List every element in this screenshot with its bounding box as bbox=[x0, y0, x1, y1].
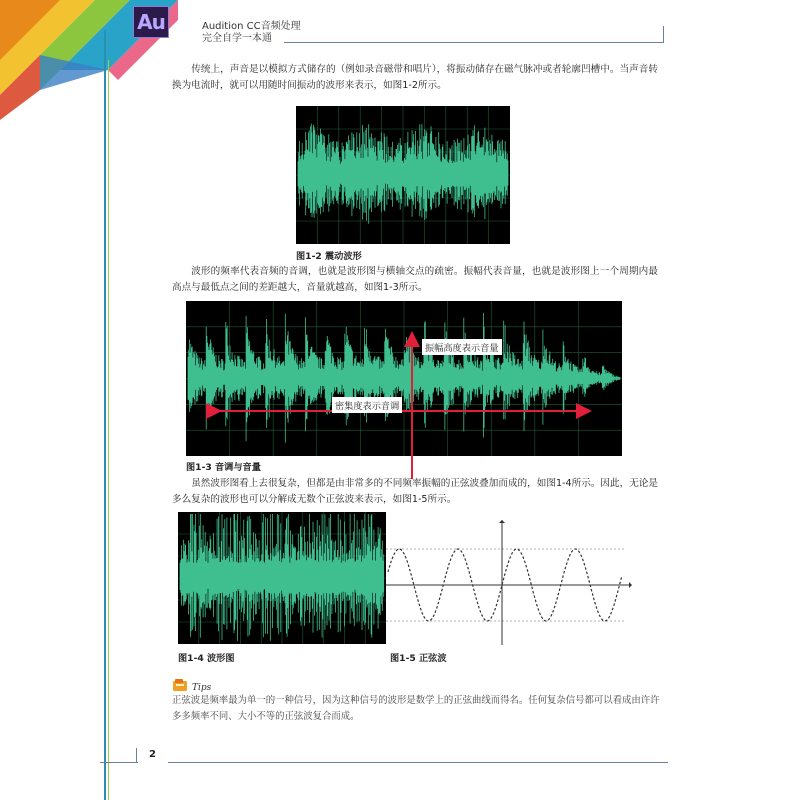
header-rule-cap bbox=[663, 26, 664, 42]
paragraph-frequency: 波形的频率代表音频的音调，也就是波形图与横轴交点的疏密。振幅代表音量，也就是波形图上一个周期内最高点与最低点之间的差距越大，音量就越高，如图1-3所示。 bbox=[172, 266, 658, 293]
au-logo: Au bbox=[133, 6, 169, 38]
footer-rule-right bbox=[168, 762, 668, 763]
tips-icon bbox=[172, 678, 188, 692]
header-rule bbox=[284, 42, 664, 43]
frequency-label: 密集度表示音调 bbox=[332, 397, 402, 413]
page-number: 2 bbox=[149, 749, 156, 760]
complex-waveform-figure bbox=[178, 512, 386, 644]
corner-decoration bbox=[0, 0, 200, 120]
paragraph-intro: 传统上，声音是以模拟方式储存的（例如录音磁带和唱片），将振动储存在磁气脉冲或者轮廓凹槽中。当声音转换为电流时，就可以用随时间振动的波形来表示，如图1-2所示。 bbox=[172, 64, 658, 91]
amplitude-label: 振幅高度表示音量 bbox=[422, 339, 502, 355]
paragraph-sine-composition: 虽然波形图看上去很复杂，但都是由非常多的不同频率振幅的正弦波叠加而成的，如图1-4所示。因此，无论是多么复杂的波形也可以分解成无数个正弦波来表示，如图1-5所示。 bbox=[172, 478, 658, 505]
tips-title: Tips bbox=[192, 683, 212, 693]
footer-rule-left bbox=[100, 762, 138, 763]
left-spine-line-accent bbox=[108, 60, 109, 800]
sine-wave-figure bbox=[386, 520, 632, 645]
book-subtitle: 完全自学一本通 bbox=[202, 33, 272, 44]
footer-rule-tick bbox=[136, 748, 137, 762]
fig-1-5-caption: 图1-5 正弦波 bbox=[390, 653, 447, 664]
vibration-waveform-figure bbox=[296, 106, 510, 244]
fig-1-2-caption: 图1-2 震动波形 bbox=[296, 251, 362, 262]
book-title: Audition CC音频处理 bbox=[202, 21, 301, 32]
tips-text: 正弦波是频率最为单一的一种信号，因为这种信号的波形是数学上的正弦曲线而得名。任何复杂信号都可以看成由许许多多频率不同、大小不等的正弦波复合而成。 bbox=[172, 695, 660, 722]
left-spine-line bbox=[104, 30, 106, 800]
fig-1-4-caption: 图1-4 波形图 bbox=[178, 653, 235, 664]
fig-1-3-caption: 图1-3 音调与音量 bbox=[186, 462, 261, 473]
